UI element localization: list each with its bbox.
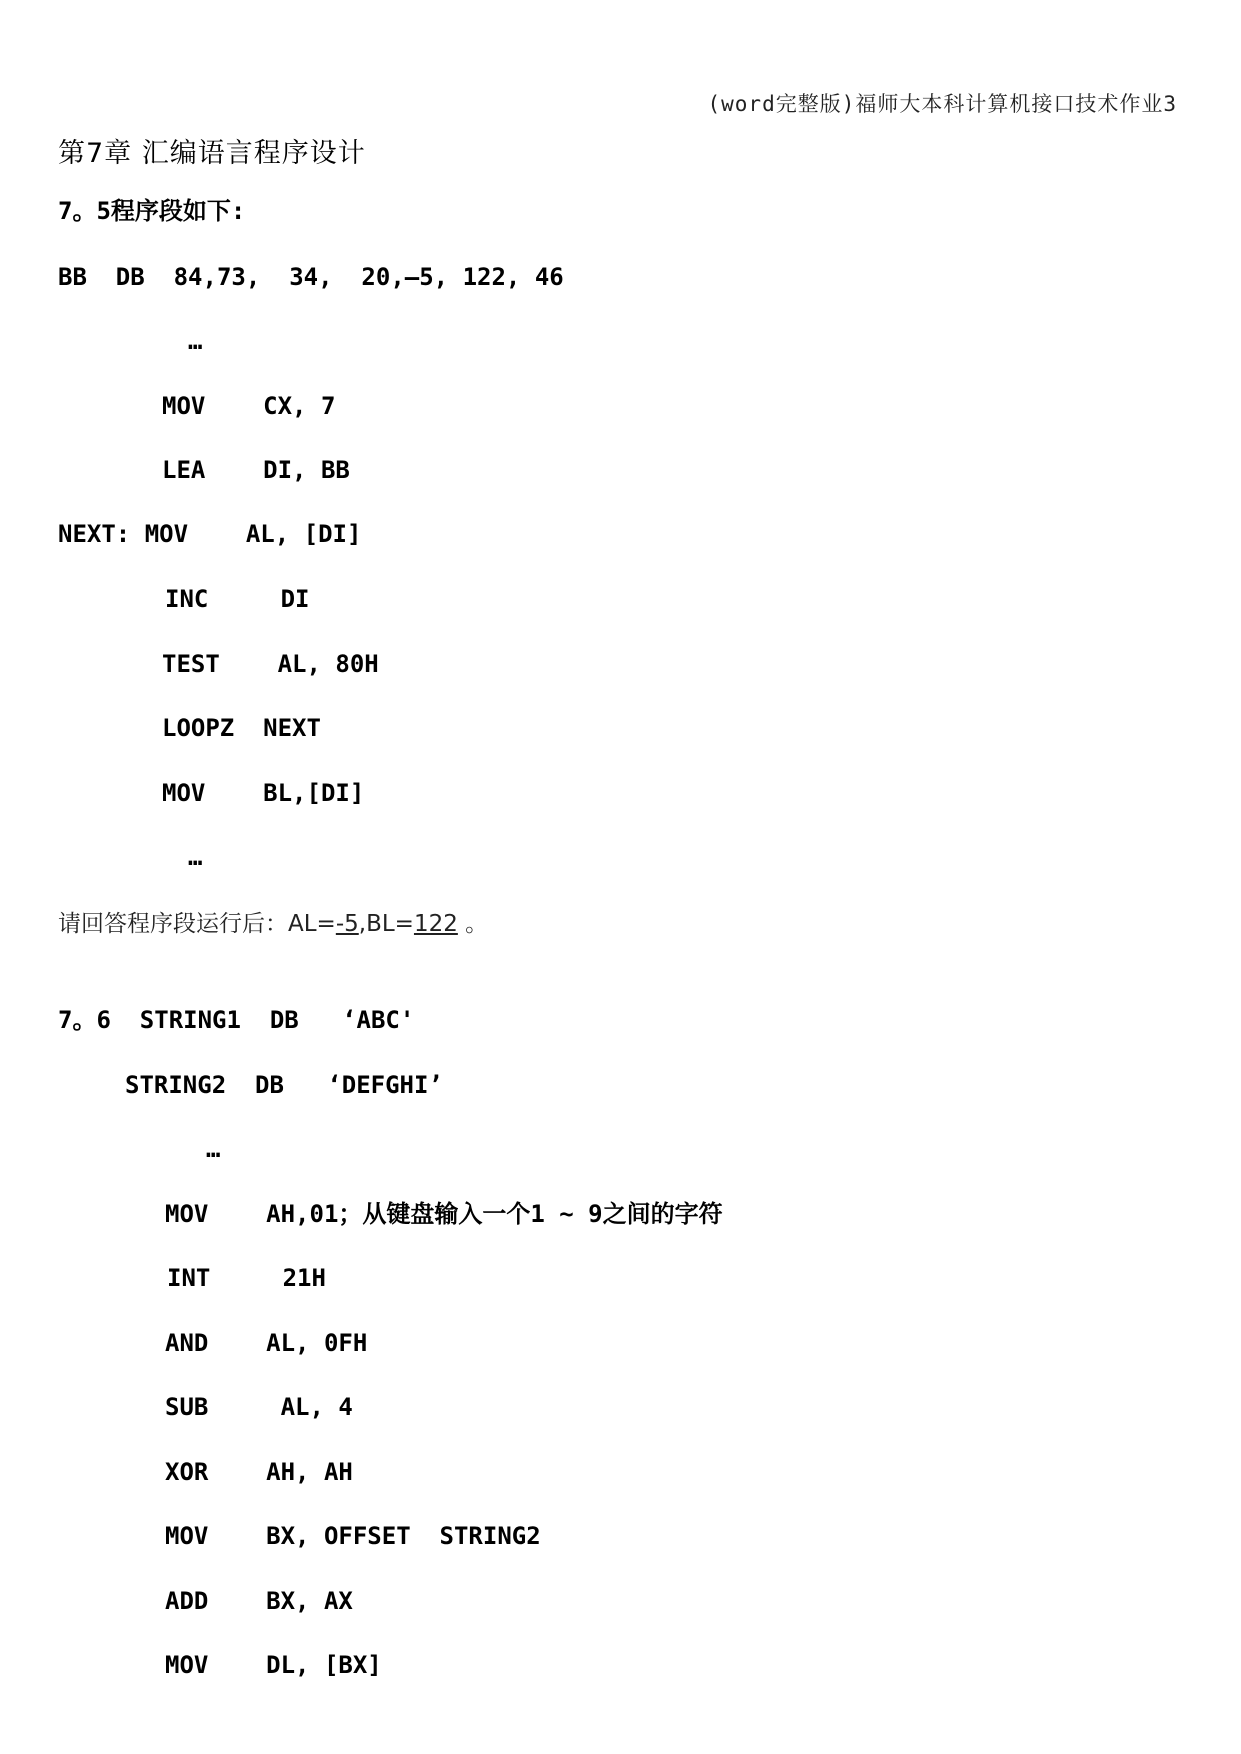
answer-suffix: 。 bbox=[457, 911, 489, 937]
code-ellipsis: … bbox=[188, 327, 203, 355]
answer-line bbox=[58, 910, 488, 938]
code-ellipsis: … bbox=[188, 843, 203, 871]
answer-prefix: 请回答程序段运行后：AL= bbox=[58, 911, 336, 937]
code-line: ADD BX, AX bbox=[165, 1587, 353, 1615]
code-line: MOV AH,01；从键盘输入一个1 ~ 9之间的字符 bbox=[165, 1200, 723, 1228]
code-line: NEXT: MOV AL, [DI] bbox=[58, 520, 362, 548]
answer-middle: ,BL= bbox=[358, 911, 414, 937]
answer-bl-value: 122 bbox=[413, 911, 458, 937]
question-7-6-title: 7。6 STRING1 DB ‘ABC' bbox=[58, 1006, 415, 1034]
chapter-title: 第7章 汇编语言程序设计 bbox=[58, 138, 366, 169]
code-line: STRING2 DB ‘DEFGHI’ bbox=[125, 1071, 443, 1099]
code-line: MOV BL,[DI] bbox=[162, 779, 365, 807]
code-line: MOV DL, [BX] bbox=[165, 1651, 382, 1679]
code-line: MOV BX, OFFSET STRING2 bbox=[165, 1522, 541, 1550]
code-line: BB DB 84,73, 34, 20,—5, 122, 46 bbox=[58, 263, 564, 291]
code-line: MOV CX, 7 bbox=[162, 392, 336, 420]
code-line: AND AL, 0FH bbox=[165, 1329, 368, 1357]
code-line: SUB AL, 4 bbox=[165, 1393, 353, 1421]
code-line: INC DI bbox=[165, 585, 310, 613]
question-7-5-title: 7。5程序段如下: bbox=[58, 197, 246, 225]
code-ellipsis: … bbox=[206, 1135, 221, 1163]
page-header: (word完整版)福师大本科计算机接口技术作业3 bbox=[707, 92, 1177, 116]
code-line: TEST AL, 80H bbox=[162, 650, 379, 678]
answer-al-value: -5 bbox=[335, 911, 359, 937]
code-line: INT 21H bbox=[167, 1264, 326, 1292]
code-line: LEA DI, BB bbox=[162, 456, 350, 484]
code-line: XOR AH, AH bbox=[165, 1458, 353, 1486]
code-line: LOOPZ NEXT bbox=[162, 714, 321, 742]
